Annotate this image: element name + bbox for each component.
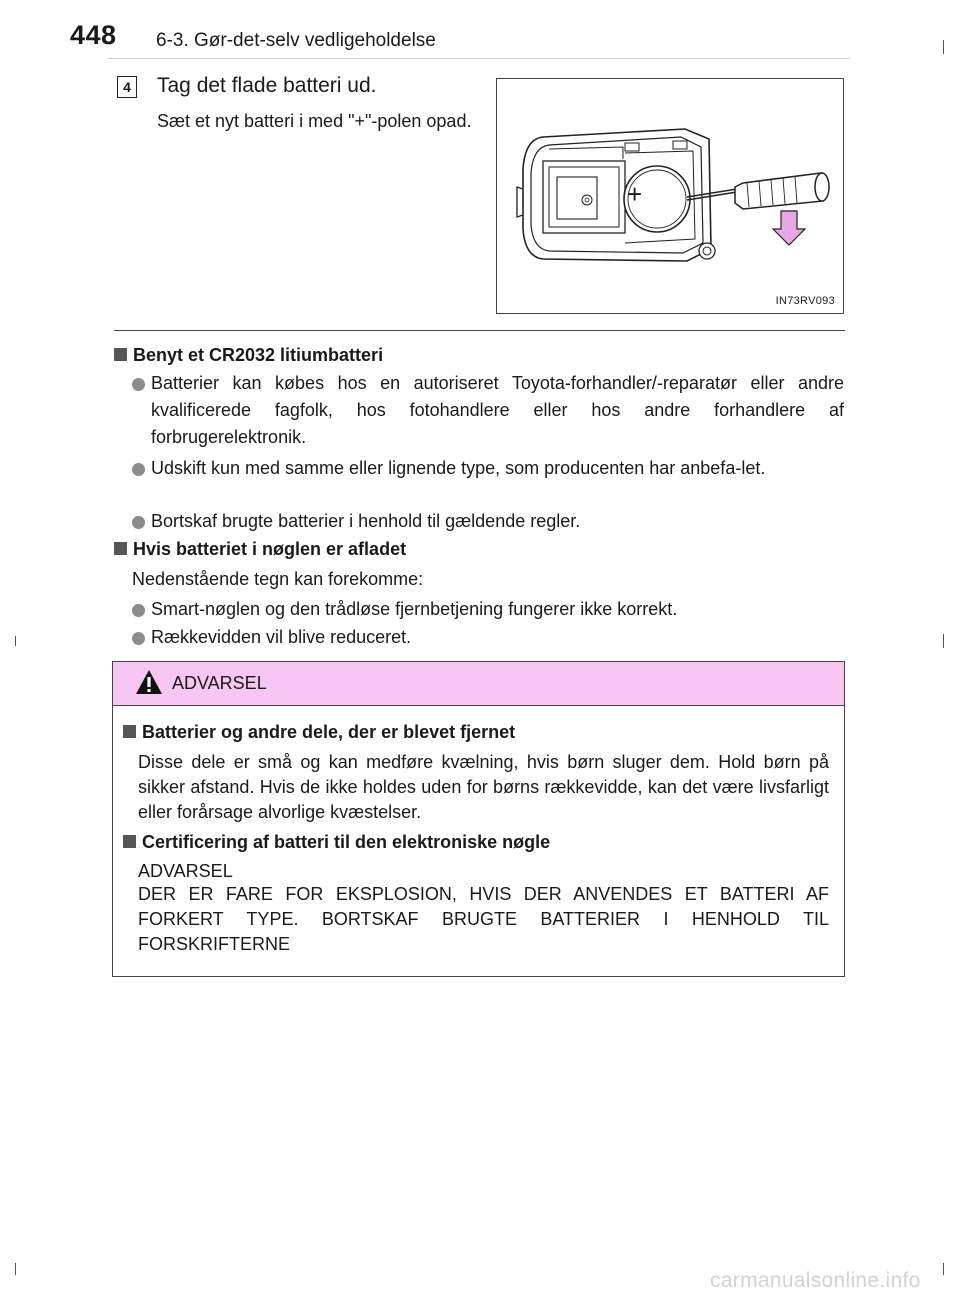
- section-heading-battery-dead: Hvis batteriet i nøglen er afladet: [114, 539, 406, 560]
- battery-removal-illustration: [496, 78, 844, 314]
- crop-mark: [943, 634, 944, 648]
- list-item: Batterier kan købes hos en autoriseret Toyota-forhandler/-reparatør eller andre kvalificerede fagfolk, hos fotohandlere eller hos andre forhandlere af forbrugerelektronik.: [151, 373, 844, 447]
- crop-mark: [15, 1263, 16, 1275]
- warning-certification-text: DER ER FARE FOR EKSPLOSION, HVIS DER ANVENDES ET BATTERI AF FORKERT TYPE. BORTSKAF BRUGTE BATTERIER I HENHOLD TIL FORSKRIFTERNE: [138, 884, 829, 954]
- list-item: Rækkevidden vil blive reduceret.: [151, 627, 412, 647]
- crop-mark: [943, 40, 944, 54]
- warning-heading-removed-parts: Batterier og andre dele, der er blevet fjernet: [123, 722, 515, 743]
- crop-mark: [15, 636, 16, 646]
- crop-mark: [943, 1263, 944, 1275]
- list-item: Smart-nøglen og den trådløse fjernbetjening fungerer ikke korrekt.: [151, 599, 678, 619]
- warning-certification-label: ADVARSEL: [138, 861, 233, 881]
- step-title: Tag det flade batteri ud.: [157, 74, 377, 97]
- watermark: carmanualsonline.info: [710, 1269, 921, 1292]
- square-bullet-icon: [123, 725, 136, 738]
- list-item: Udskift kun med samme eller lignende type, som producenten har anbefa-let.: [151, 458, 766, 478]
- round-bullet-icon: [132, 604, 145, 617]
- step-instruction: Sæt et nyt batteri i med "+"-polen opad.: [157, 111, 472, 131]
- square-bullet-icon: [114, 542, 127, 555]
- section-intro: Nedenstående tegn kan forekomme:: [132, 569, 424, 589]
- key-fob-drawing: [497, 79, 845, 315]
- warning-header: [113, 662, 844, 706]
- warning-text-removed-parts: Disse dele er små og kan medføre kvælning, hvis børn sluger dem. Hold børn på sikker afstand. Hvis de ikke holdes uden for børns rækkevidde, kan det være livsfarligt eller forårsage alvorlige kvæstelser.: [138, 752, 829, 822]
- page-number: 448: [70, 20, 117, 50]
- header-divider: [108, 58, 850, 59]
- content-divider: [114, 330, 845, 331]
- round-bullet-icon: [132, 516, 145, 529]
- warning-title: ADVARSEL: [172, 673, 267, 693]
- round-bullet-icon: [132, 378, 145, 391]
- plus-pole-label: +: [627, 179, 643, 209]
- figure-code: IN73RV093: [775, 295, 835, 307]
- step-number-badge: 4: [117, 76, 137, 98]
- warning-box: [112, 661, 845, 977]
- round-bullet-icon: [132, 632, 145, 645]
- square-bullet-icon: [114, 348, 127, 361]
- section-title: 6-3. Gør-det-selv vedligeholdelse: [156, 30, 436, 51]
- square-bullet-icon: [123, 835, 136, 848]
- list-item: Bortskaf brugte batterier i henhold til gældende regler.: [151, 511, 581, 531]
- round-bullet-icon: [132, 463, 145, 476]
- warning-triangle-icon: [135, 669, 163, 695]
- warning-heading-certification: Certificering af batteri til den elektroniske nøgle: [123, 832, 550, 853]
- section-heading-battery-type: Benyt et CR2032 litiumbatteri: [114, 345, 383, 366]
